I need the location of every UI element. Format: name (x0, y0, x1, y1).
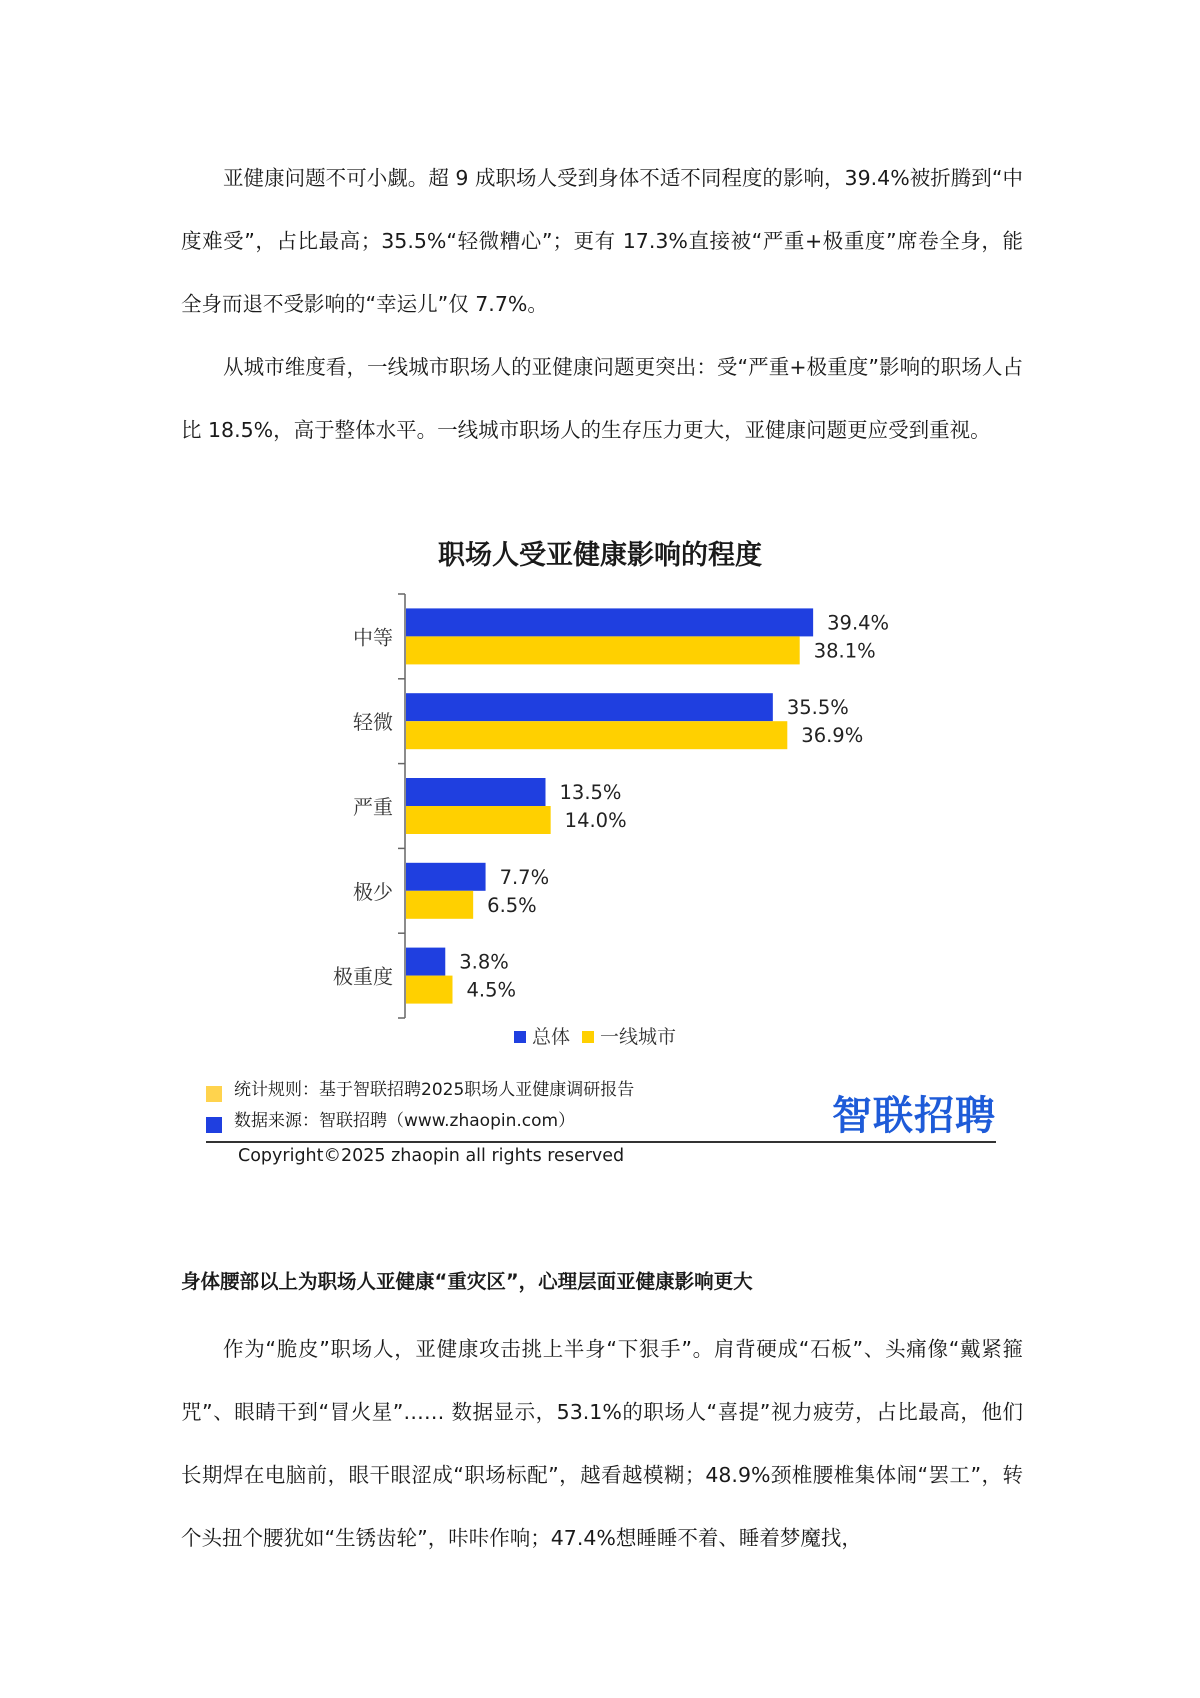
bar-tier1-city (406, 976, 453, 1004)
bar-overall (406, 778, 546, 806)
legend-marker (582, 1031, 594, 1043)
note-source-row (206, 1106, 634, 1137)
paragraph-health-overview: 亚健康问题不可小觑。超 9 成职场人受到身体不适不同程度的影响，39.4%被折腾到“中度难受”，占比最高；35.5%“轻微糟心”；更有 17.3%直接被“严重+极重度”席卷全身，能全身而退不受影响的“幸运儿”仅 7.7%。 (181, 166, 1023, 316)
bar-tier1-city (406, 721, 787, 749)
legend-label: 总体 (532, 1026, 571, 1048)
data-label: 7.7% (499, 865, 550, 889)
paragraph-upper-body: 作为“脆皮”职场人，亚健康攻击挑上半身“下狠手”。肩背硬成“石板”、头痛像“戴紧箍咒”、眼睛干到“冒火星”…… 数据显示，53.1%的职场人“喜提”视力疲劳，占比最高，他们长期焊在电脑前，眼干眼涩成“职场标配”，越看越模糊；48.9%颈椎腰椎集体闹“罢工”，转个头扭个腰犹如“生锈齿轮”，咔咔作响；47.4%想睡睡不着、睡着梦魔找， (181, 1337, 1023, 1550)
chart-notes (206, 1075, 634, 1137)
data-label: 13.5% (559, 781, 622, 804)
bar-tier1-city (406, 806, 551, 834)
note-source-text: 数据来源：智联招聘（www.zhaopin.com） (234, 1111, 576, 1131)
copyright-text: Copyright©2025 zhaopin all rights reserved (238, 1146, 625, 1166)
paragraph-city-dimension: 从城市维度看，一线城市职场人的亚健康问题更突出：受“严重+极重度”影响的职场人占比 18.5%，高于整体水平。一线城市职场人的生存压力更大，亚健康问题更应受到重视。 (181, 355, 1023, 442)
data-label: 35.5% (786, 696, 849, 720)
category-label: 严重 (353, 795, 393, 819)
note-rule-row (206, 1075, 634, 1106)
chart-title: 职场人受亚健康影响的程度 (438, 540, 762, 571)
bar-overall (406, 693, 773, 721)
category-label: 中等 (353, 625, 393, 650)
data-label: 3.8% (459, 950, 509, 974)
note-rule-marker (206, 1086, 222, 1102)
note-rule-text: 统计规则：基于智联招聘2025职场人亚健康调研报告 (234, 1080, 635, 1100)
data-label: 6.5% (487, 893, 537, 917)
data-label: 14.0% (564, 809, 627, 832)
legend-marker (514, 1031, 526, 1043)
data-label: 39.4% (827, 611, 890, 635)
data-label: 4.5% (466, 978, 517, 1002)
category-label: 极少 (353, 879, 393, 904)
category-label: 极重度 (333, 964, 393, 989)
legend-label: 一线城市 (600, 1026, 677, 1048)
bar-overall (406, 863, 486, 891)
bar-overall (406, 608, 813, 636)
note-source-marker (206, 1117, 222, 1133)
bar-tier1-city (406, 891, 473, 919)
data-label: 36.9% (801, 724, 864, 748)
bar-tier1-city (406, 636, 800, 664)
zhaopin-logo: 智联招聘 (832, 1093, 996, 1139)
section-heading: 身体腰部以上为职场人亚健康“重灾区”，心理层面亚健康影响更大 (181, 1270, 753, 1293)
bar-overall (406, 948, 445, 976)
divider-line (206, 1141, 996, 1143)
data-label: 38.1% (813, 639, 876, 663)
category-label: 轻微 (353, 710, 393, 735)
